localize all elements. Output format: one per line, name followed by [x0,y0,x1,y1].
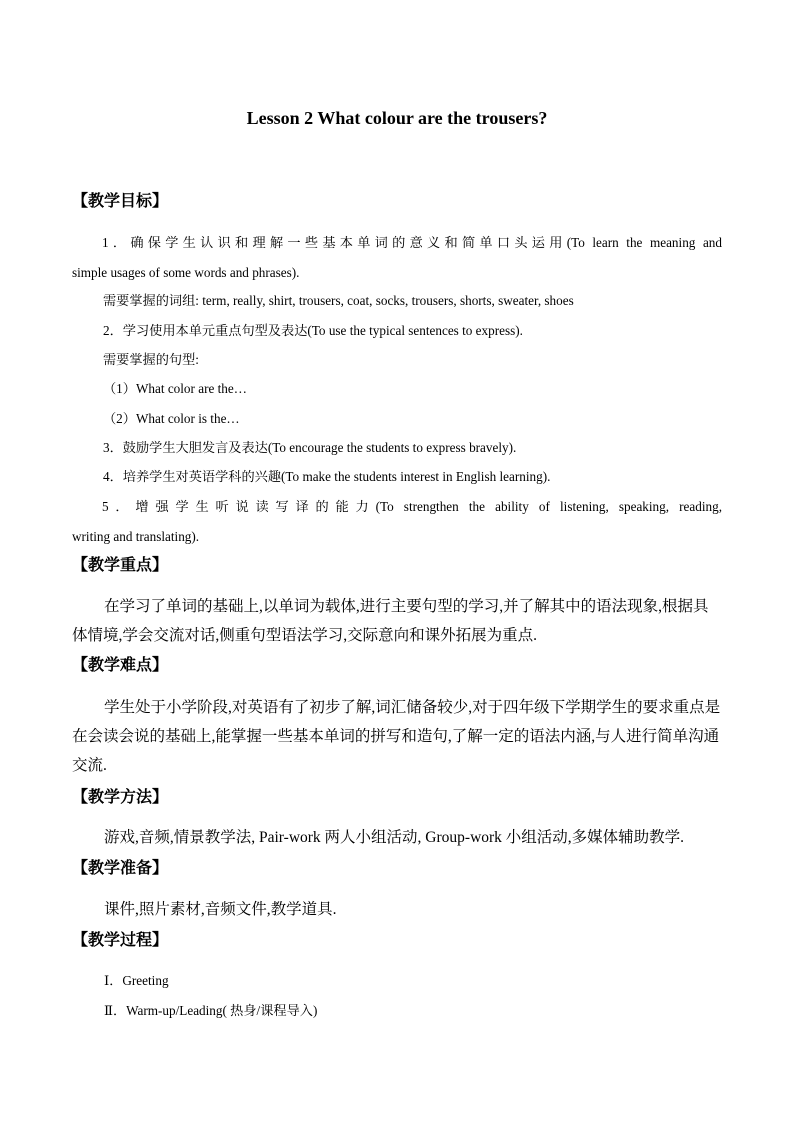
preparation-text: 课件,照片素材,音频文件,教学道具. [104,901,337,918]
objective-line-7: （2）What color is the… [103,411,240,426]
section-heading-difficulties: 【教学难点】 [72,657,169,674]
objective-line-10: 5．增强学生听说读写译的能力(To strengthen the ability of listening, speaking, reading, [102,499,722,514]
objective-line-8: 3．鼓励学生大胆发言及表达(To encourage the students to express bravely). [103,440,517,455]
difficulties-text: 学生处于小学阶段,对英语有了初步了解,词汇储备较少,对于四年级下学期学生的要求重点是在会读会说的基础上,能掌握一些基本单词的拼写和造句,了解一定的语法内涵,与人进行简单沟通交流. [72,699,721,774]
objective-line-3: 需要掌握的词组: term, really, shirt, trousers, coat, socks, trousers, shorts, sweater, shoes [103,293,574,308]
page-title: Lesson 2 What colour are the trousers? [246,108,548,128]
process-line-1: Ⅰ．Greeting [104,973,169,988]
process-line-2: Ⅱ．Warm-up/Leading( 热身/课程导入) [104,1003,318,1018]
objective-line-2: simple usages of some words and phrases). [72,265,300,280]
objective-line-5: 需要掌握的句型: [103,352,199,367]
section-heading-preparation: 【教学准备】 [72,860,169,877]
objective-line-4: 2．学习使用本单元重点句型及表达(To use the typical sentences to express). [103,323,523,338]
objective-line-6: （1）What color are the… [103,381,247,396]
section-heading-process: 【教学过程】 [72,932,169,949]
section-heading-objectives: 【教学目标】 [72,193,169,210]
objective-line-1: 1．确保学生认识和理解一些基本单词的意义和简单口头运用(To learn the meaning and [102,235,722,250]
section-heading-methods: 【教学方法】 [72,789,169,806]
objective-line-9: 4．培养学生对英语学科的兴趣(To make the students interest in English learning). [103,469,551,484]
section-heading-key-points: 【教学重点】 [72,557,169,574]
objective-line-11: writing and translating). [72,529,200,544]
methods-text: 游戏,音频,情景教学法, Pair-work 两人小组活动, Group-work 小组活动,多媒体辅助教学. [104,829,685,846]
key-points-text: 在学习了单词的基础上,以单词为载体,进行主要句型的学习,并了解其中的语法现象,根据具体情境,学会交流对话,侧重句型语法学习,交际意向和课外拓展为重点. [72,598,709,644]
